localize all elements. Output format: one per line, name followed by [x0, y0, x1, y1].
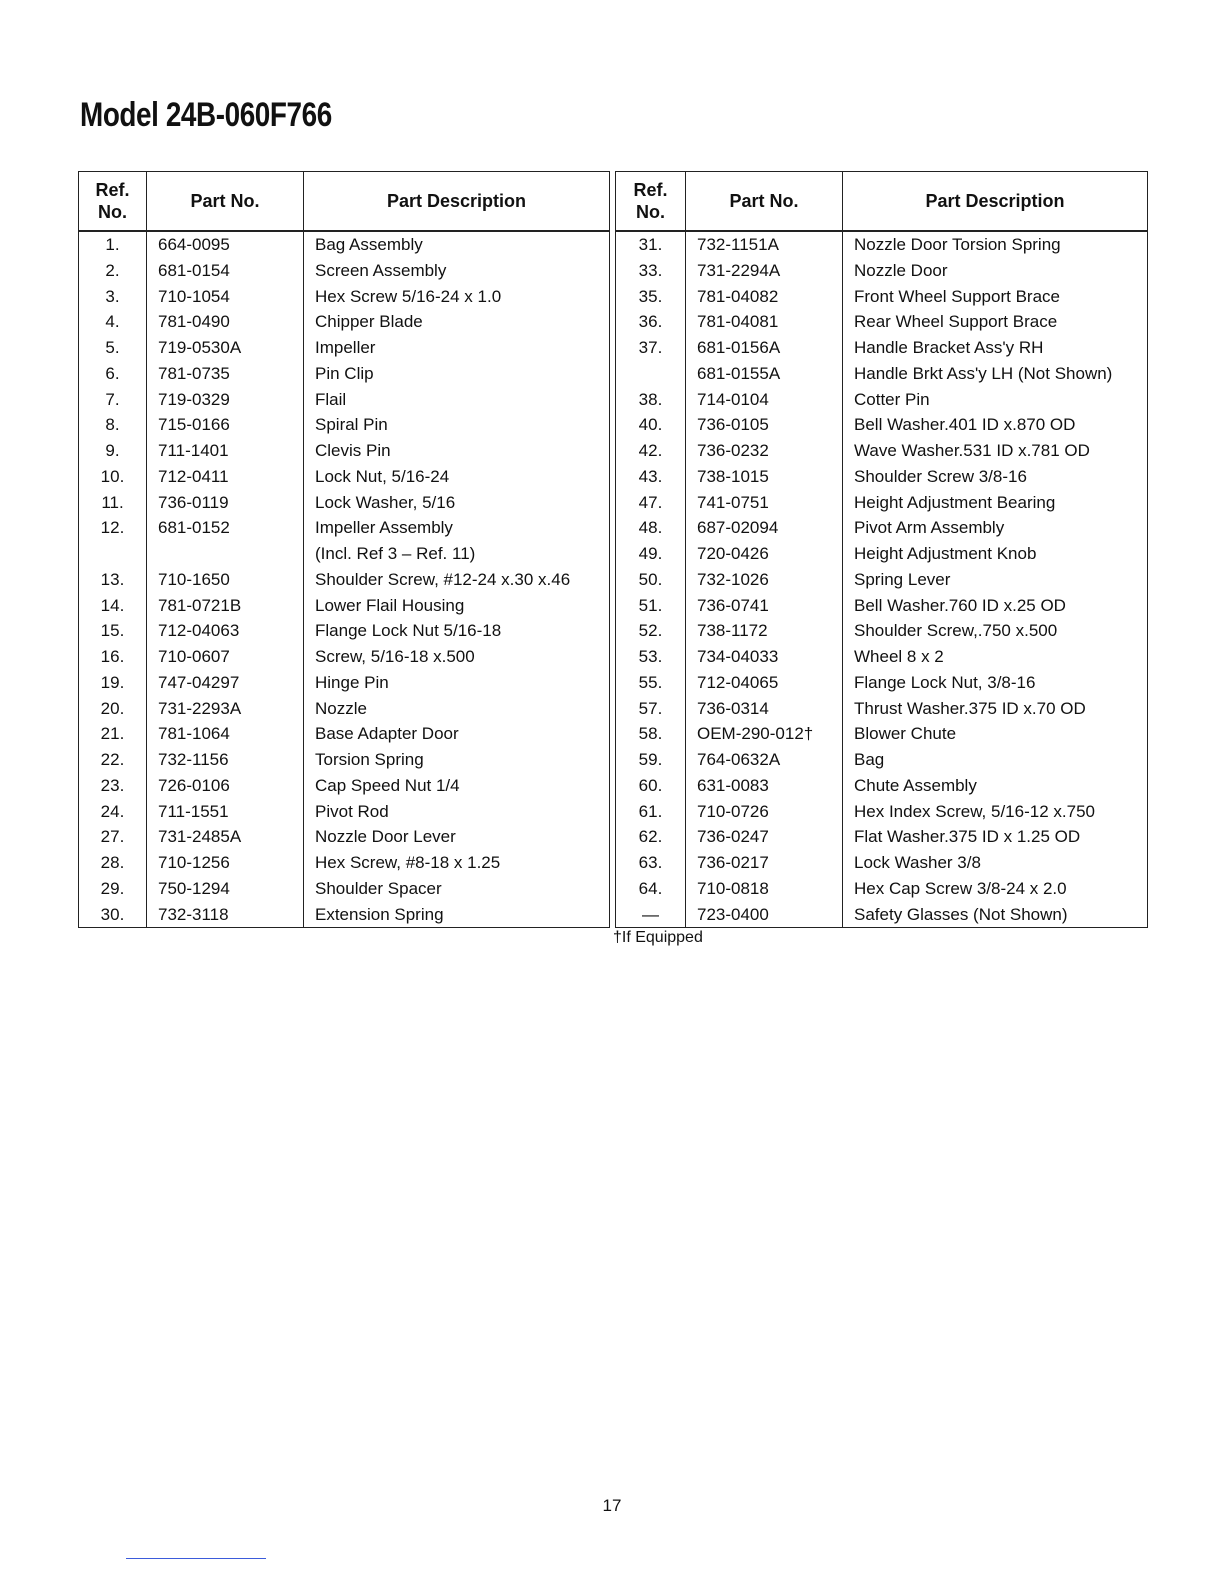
- part-description-cell: Pin Clip: [304, 361, 610, 387]
- table-row: [616, 490, 1148, 516]
- parts-tables: [78, 171, 1148, 928]
- ref-no-cell: 29.: [100, 878, 125, 898]
- part-description-cell: Lock Nut, 5/16-24: [304, 464, 610, 490]
- part-no-cell: OEM-290-012†: [686, 721, 843, 747]
- part-no-cell: 732-1026: [686, 567, 843, 593]
- table-row: [616, 799, 1148, 825]
- part-no-cell: 720-0426: [686, 541, 843, 567]
- ref-no-cell: 22.: [100, 750, 125, 769]
- table-header-row: [79, 172, 610, 232]
- part-description-cell: Lock Washer, 5/16: [304, 490, 610, 516]
- part-description-cell: Wheel 8 x 2: [843, 644, 1148, 670]
- part-description-cell: Pivot Rod: [304, 799, 610, 825]
- part-no-cell: 711-1551: [147, 799, 304, 825]
- part-no-cell: 714-0104: [686, 387, 843, 413]
- part-description-header: Part Description: [843, 172, 1148, 232]
- part-no-cell: 712-04065: [686, 670, 843, 696]
- ref-no-cell: 1.: [105, 235, 120, 254]
- ref-no-cell: 31.: [638, 235, 663, 254]
- part-description-cell: Nozzle: [304, 696, 610, 722]
- ref-no-cell: 7.: [105, 389, 120, 409]
- ref-no-cell: 11.: [101, 492, 124, 512]
- part-description-cell: Hex Index Screw, 5/16-12 x.750: [843, 799, 1148, 825]
- parts-table-left-body: [79, 231, 610, 928]
- part-no-cell: 781-1064: [147, 721, 304, 747]
- table-row: [616, 670, 1148, 696]
- part-no-cell: 736-0217: [686, 850, 843, 876]
- page-number: 17: [602, 1496, 622, 1515]
- part-no-cell: 631-0083: [686, 773, 843, 799]
- part-no-cell: 781-04082: [686, 284, 843, 310]
- part-no-cell: 712-04063: [147, 618, 304, 644]
- part-no-cell: 664-0095: [147, 231, 304, 258]
- ref-no-cell: 42.: [638, 441, 663, 460]
- part-description-cell: Blower Chute: [843, 721, 1148, 747]
- table-row: [79, 721, 610, 747]
- table-row: [616, 309, 1148, 335]
- ref-no-cell: 36.: [638, 312, 663, 332]
- part-description-cell: Impeller: [304, 335, 610, 361]
- ref-no-cell: 13.: [100, 569, 125, 589]
- ref-no-cell: 16.: [100, 647, 125, 666]
- table-row: [616, 438, 1148, 464]
- table-row: [79, 464, 610, 490]
- part-description-cell: Screw, 5/16-18 x.500: [304, 644, 610, 670]
- part-no-cell: [147, 541, 304, 567]
- table-row: [79, 799, 610, 825]
- table-row: [79, 670, 610, 696]
- part-description-cell: Thrust Washer.375 ID x.70 OD: [843, 696, 1148, 722]
- part-description-cell: Lock Washer 3/8: [843, 850, 1148, 876]
- part-no-cell: 681-0156A: [686, 335, 843, 361]
- part-description-cell: Chute Assembly: [843, 773, 1148, 799]
- table-row: [616, 696, 1148, 722]
- part-no-cell: 726-0106: [147, 773, 304, 799]
- part-no-cell: 781-0490: [147, 309, 304, 335]
- part-no-cell: 750-1294: [147, 876, 304, 902]
- footnote: †If Equipped: [613, 929, 703, 946]
- table-header-row: [616, 172, 1148, 232]
- part-description-cell: Flat Washer.375 ID x 1.25 OD: [843, 824, 1148, 850]
- table-row: [79, 747, 610, 773]
- ref-no-cell: 37.: [638, 338, 663, 357]
- ref-no-cell: 58.: [638, 724, 663, 744]
- ref-header-line1: Ref.: [95, 180, 130, 200]
- table-row: [79, 335, 610, 361]
- ref-no-cell: 10.: [100, 466, 125, 486]
- page-title: Model 24B-060F766: [80, 96, 332, 134]
- part-no-cell: 738-1015: [686, 464, 843, 490]
- part-description-cell: Impeller Assembly: [304, 515, 610, 541]
- part-no-cell: 736-0314: [686, 696, 843, 722]
- ref-no-cell: 2.: [105, 260, 120, 280]
- ref-header-line1: Ref.: [633, 180, 668, 200]
- table-row: [79, 567, 610, 593]
- table-row: [79, 387, 610, 413]
- ref-no-cell: 19.: [100, 672, 125, 692]
- table-row: [79, 412, 610, 438]
- part-description-cell: Lower Flail Housing: [304, 593, 610, 619]
- ref-no-cell: 55.: [638, 672, 663, 692]
- part-description-cell: Handle Bracket Ass'y RH: [843, 335, 1148, 361]
- ref-no-cell: 57.: [638, 698, 663, 718]
- part-description-cell: Base Adapter Door: [304, 721, 610, 747]
- ref-no-cell: 35.: [638, 286, 663, 306]
- ref-no-cell: 43.: [638, 466, 663, 486]
- part-description-cell: Flange Lock Nut, 3/8-16: [843, 670, 1148, 696]
- part-description-cell: Hex Screw, #8-18 x 1.25: [304, 850, 610, 876]
- table-row: [616, 850, 1148, 876]
- ref-no-cell: 4.: [105, 312, 120, 332]
- table-row: [79, 541, 610, 567]
- table-row: [79, 309, 610, 335]
- part-description-cell: Bag Assembly: [304, 231, 610, 258]
- ref-no-cell: 8.: [105, 415, 120, 435]
- ref-no-cell: 52.: [638, 621, 663, 641]
- ref-no-cell: 33.: [638, 260, 663, 280]
- ref-no-header: [79, 172, 147, 232]
- ref-no-cell: 27.: [100, 827, 125, 847]
- part-description-cell: Bag: [843, 747, 1148, 773]
- part-no-cell: 781-0735: [147, 361, 304, 387]
- table-row: [79, 593, 610, 619]
- part-description-cell: Bell Washer.401 ID x.870 OD: [843, 412, 1148, 438]
- ref-no-cell: 21.: [100, 724, 125, 744]
- ref-no-cell: 28.: [100, 853, 125, 872]
- part-no-cell: 710-0607: [147, 644, 304, 670]
- part-description-cell: Torsion Spring: [304, 747, 610, 773]
- part-no-cell: 736-0741: [686, 593, 843, 619]
- ref-no-cell: 62.: [638, 827, 663, 847]
- ref-no-cell: [616, 361, 686, 387]
- part-description-cell: Bell Washer.760 ID x.25 OD: [843, 593, 1148, 619]
- part-description-cell: Nozzle Door Torsion Spring: [843, 231, 1148, 258]
- table-row: [79, 284, 610, 310]
- part-no-cell: 747-04297: [147, 670, 304, 696]
- table-row: [79, 696, 610, 722]
- part-no-header: Part No.: [147, 172, 304, 232]
- part-description-cell: Cap Speed Nut 1/4: [304, 773, 610, 799]
- part-description-cell: Cotter Pin: [843, 387, 1148, 413]
- table-row: [616, 876, 1148, 902]
- table-row: [616, 335, 1148, 361]
- ref-no-cell: 47.: [638, 492, 663, 512]
- ref-no-cell: 60.: [638, 775, 663, 795]
- ref-no-header: [616, 172, 686, 232]
- part-no-cell: 736-0119: [147, 490, 304, 516]
- ref-no-cell: 50.: [638, 569, 663, 589]
- part-no-cell: 681-0154: [147, 258, 304, 284]
- ref-no-cell: 48.: [638, 518, 663, 538]
- table-row: [79, 876, 610, 902]
- part-no-cell: 732-3118: [147, 902, 304, 928]
- ref-no-cell: 64.: [638, 878, 663, 898]
- part-description-cell: Flange Lock Nut 5/16-18: [304, 618, 610, 644]
- table-row: [616, 258, 1148, 284]
- table-row: [616, 412, 1148, 438]
- part-no-cell: 719-0329: [147, 387, 304, 413]
- table-row: [616, 361, 1148, 387]
- part-description-cell: (Incl. Ref 3 – Ref. 11): [304, 541, 610, 567]
- part-no-cell: 712-0411: [147, 464, 304, 490]
- table-row: [79, 490, 610, 516]
- part-no-cell: 687-02094: [686, 515, 843, 541]
- ref-no-cell: [79, 541, 147, 567]
- part-no-cell: 764-0632A: [686, 747, 843, 773]
- part-description-cell: Pivot Arm Assembly: [843, 515, 1148, 541]
- part-description-cell: Chipper Blade: [304, 309, 610, 335]
- part-no-cell: 681-0155A: [686, 361, 843, 387]
- table-row: [616, 284, 1148, 310]
- table-row: [79, 902, 610, 928]
- table-row: [616, 567, 1148, 593]
- ref-no-cell: 53.: [638, 647, 663, 666]
- part-no-cell: 732-1151A: [686, 231, 843, 258]
- part-no-cell: 741-0751: [686, 490, 843, 516]
- table-row: [616, 773, 1148, 799]
- ref-no-cell: 63.: [638, 853, 663, 872]
- ref-no-cell: 12.: [100, 518, 125, 538]
- part-no-cell: 710-0818: [686, 876, 843, 902]
- part-description-cell: Shoulder Screw,.750 x.500: [843, 618, 1148, 644]
- part-no-cell: 731-2294A: [686, 258, 843, 284]
- table-row: [79, 850, 610, 876]
- part-no-cell: 710-1650: [147, 567, 304, 593]
- part-no-cell: 710-0726: [686, 799, 843, 825]
- part-no-cell: 731-2485A: [147, 824, 304, 850]
- part-description-cell: Safety Glasses (Not Shown): [843, 902, 1148, 928]
- part-description-cell: Shoulder Screw, #12-24 x.30 x.46: [304, 567, 610, 593]
- table-row: [79, 773, 610, 799]
- table-row: [616, 902, 1148, 928]
- table-row: [616, 231, 1148, 258]
- ref-no-cell: 40.: [638, 415, 663, 435]
- ref-no-cell: 3.: [105, 286, 120, 306]
- ref-no-cell: 9.: [105, 441, 120, 460]
- part-description-cell: Height Adjustment Knob: [843, 541, 1148, 567]
- part-description-cell: Height Adjustment Bearing: [843, 490, 1148, 516]
- part-no-cell: 719-0530A: [147, 335, 304, 361]
- part-description-cell: Handle Brkt Ass'y LH (Not Shown): [843, 361, 1148, 387]
- table-row: [616, 515, 1148, 541]
- table-row: [616, 464, 1148, 490]
- part-description-cell: Hex Cap Screw 3/8-24 x 2.0: [843, 876, 1148, 902]
- part-no-cell: 711-1401: [147, 438, 304, 464]
- part-no-cell: 710-1256: [147, 850, 304, 876]
- part-no-cell: 715-0166: [147, 412, 304, 438]
- ref-header-line2: No.: [636, 202, 665, 222]
- parts-table-right: [615, 171, 1148, 928]
- part-description-cell: Flail: [304, 387, 610, 413]
- table-row: [79, 618, 610, 644]
- table-row: [79, 644, 610, 670]
- table-row: [616, 593, 1148, 619]
- ref-no-cell: 14.: [100, 595, 125, 615]
- table-row: [616, 644, 1148, 670]
- table-row: [616, 541, 1148, 567]
- table-row: [79, 231, 610, 258]
- part-no-cell: 781-04081: [686, 309, 843, 335]
- part-no-cell: 736-0232: [686, 438, 843, 464]
- part-no-cell: 681-0152: [147, 515, 304, 541]
- part-description-cell: Front Wheel Support Brace: [843, 284, 1148, 310]
- ref-no-cell: 38.: [638, 389, 663, 409]
- part-description-cell: Screen Assembly: [304, 258, 610, 284]
- part-no-cell: 736-0247: [686, 824, 843, 850]
- bottom-divider: [126, 1558, 266, 1559]
- part-no-cell: 781-0721B: [147, 593, 304, 619]
- ref-no-cell: 61.: [638, 801, 663, 821]
- part-description-cell: Clevis Pin: [304, 438, 610, 464]
- part-description-cell: Spring Lever: [843, 567, 1148, 593]
- part-no-cell: 738-1172: [686, 618, 843, 644]
- ref-no-cell: 23.: [100, 775, 125, 795]
- ref-header-line2: No.: [98, 202, 127, 222]
- part-no-header: Part No.: [686, 172, 843, 232]
- part-description-cell: Shoulder Screw 3/8-16: [843, 464, 1148, 490]
- part-description-cell: Wave Washer.531 ID x.781 OD: [843, 438, 1148, 464]
- table-row: [616, 824, 1148, 850]
- parts-table-right-body: [616, 231, 1148, 928]
- ref-no-cell: 59.: [638, 750, 663, 769]
- part-description-header: Part Description: [304, 172, 610, 232]
- table-row: [79, 515, 610, 541]
- ref-no-cell: 51.: [638, 595, 663, 615]
- ref-no-cell: 24.: [100, 801, 125, 821]
- part-description-cell: Nozzle Door Lever: [304, 824, 610, 850]
- part-description-cell: Shoulder Spacer: [304, 876, 610, 902]
- ref-no-cell: 20.: [100, 698, 125, 718]
- part-no-cell: 710-1054: [147, 284, 304, 310]
- ref-no-cell: —: [642, 904, 659, 924]
- part-description-cell: Nozzle Door: [843, 258, 1148, 284]
- parts-table-left: [78, 171, 610, 928]
- ref-no-cell: 30.: [100, 904, 125, 924]
- part-no-cell: 736-0105: [686, 412, 843, 438]
- table-row: [79, 438, 610, 464]
- part-description-cell: Spiral Pin: [304, 412, 610, 438]
- ref-no-cell: 49.: [638, 544, 663, 563]
- ref-no-cell: 6.: [105, 363, 120, 383]
- part-description-cell: Rear Wheel Support Brace: [843, 309, 1148, 335]
- table-row: [79, 824, 610, 850]
- ref-no-cell: 5.: [105, 338, 120, 357]
- part-no-cell: 731-2293A: [147, 696, 304, 722]
- table-row: [79, 361, 610, 387]
- table-row: [79, 258, 610, 284]
- part-no-cell: 734-04033: [686, 644, 843, 670]
- part-description-cell: Extension Spring: [304, 902, 610, 928]
- part-description-cell: Hinge Pin: [304, 670, 610, 696]
- part-no-cell: 732-1156: [147, 747, 304, 773]
- table-row: [616, 387, 1148, 413]
- ref-no-cell: 15.: [100, 621, 125, 641]
- table-row: [616, 721, 1148, 747]
- table-row: [616, 618, 1148, 644]
- part-description-cell: Hex Screw 5/16-24 x 1.0: [304, 284, 610, 310]
- table-row: [616, 747, 1148, 773]
- part-no-cell: 723-0400: [686, 902, 843, 928]
